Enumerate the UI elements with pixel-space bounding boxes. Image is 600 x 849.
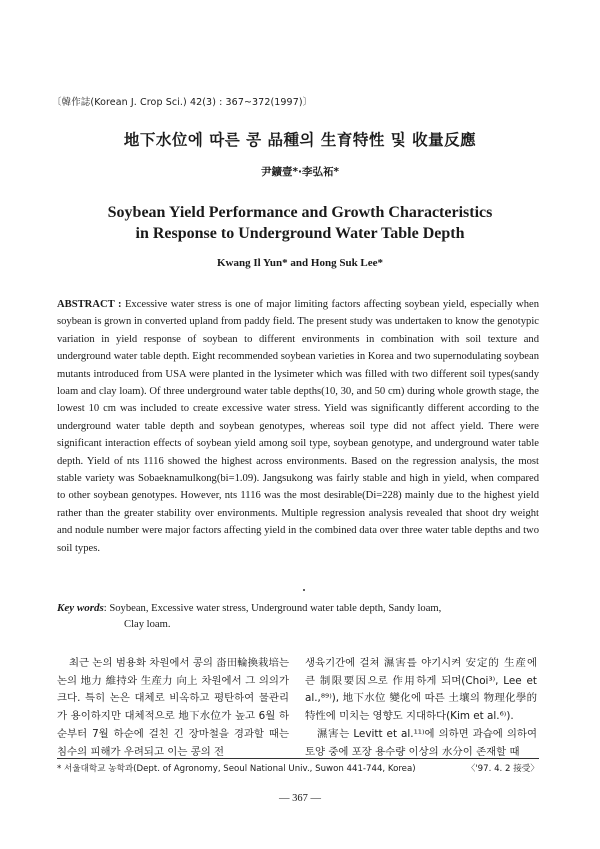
separator-dot [303, 589, 305, 591]
journal-reference: 〔韓作誌(Korean J. Crop Sci.) 42(3) : 367~372(1997)〕 [52, 97, 313, 108]
english-title-line-1: Soybean Yield Performance and Growth Characteristics [107, 204, 493, 221]
body-paragraph: 濕害는 Levitt et al.¹¹⁾에 의하면 과습에 의하여 토양 중에 포장 용수량 이상의 水分이 존재할 때 [305, 727, 537, 758]
keywords [57, 600, 539, 633]
body-paragraph: 최근 논의 범용화 차원에서 콩의 畓田輪換栽培는 논의 地力 維持와 生産力 向上 차원에서 그 의의가 크다. 특히 논은 대체로 비옥하고 평탄하여 물관리가 용이하지만 대체적으로 地下水位가 높고 6월 하순부터 7월 하순에 걸친 긴 장마철을 경과할 때는 침수의 피해가 우려되고 이는 콩의 전 [57, 657, 289, 758]
abstract-text: Excessive water stress is one of major limiting factors affecting soybean yield, especially when soybean is grown in converted upland from paddy field. The present study was undertaken to know the genotypic variation in yield response of soybean to different environments in combination with soil texture and underground water table depth. Eight recommended soybean varieties in Korea and two supernodulating soybean mutants introduced from USA were planted in the lysimeter which was filled with two different soil types(sandy loam and clay loam). Of three underground water table depths(10, 30, and 50 cm) during whole growth stage, the lowest 10 cm was included to create excessive water stress. Yield was significantly different according to the underground water table depth and soybean genotypes, whereas soil type did not affect yield. There were significant interaction effects of soybean yield among soil type, soybean genotype, and underground water table depth. Yield of nts 1116 showed the highest across environments. Based on the regression analysis, the most stable variety was Sobaeknamulkong(bi=1.09). Jangsukong was fairly stable and high in yield, when compared to other soybean genotypes. However, nts 1116 was the most desirable(Di=228) mainly due to the highest yield rather than the greater stability over environments. Multiple regression analysis revealed that shoot dry weight and nodule number were major factors affecting yield in the combined data over three water table depths and two soil types. [57, 299, 539, 554]
footnote-affiliation: * 서울대학교 농학과(Dept. of Agronomy, Seoul National Univ., Suwon 441-744, Korea) [57, 764, 416, 774]
body-column-left [57, 655, 289, 761]
abstract-label: ABSTRACT : [57, 299, 122, 310]
received-date: 〈'97. 4. 2 接受〉 [466, 764, 539, 774]
footnote-divider [57, 758, 539, 759]
abstract [57, 296, 539, 557]
footnote [57, 762, 539, 774]
keywords-text-line-2: Clay loam. [124, 619, 171, 630]
body-paragraph: 생육기간에 걸쳐 濕害를 야기시켜 安定的 生産에 큰 制限要因으로 作用하게 되며(Choi³⁾, Lee et al.,⁸⁹⁾), 地下水位 變化에 따른 土壤의 物理化學的 特性에 미치는 영향도 지대하다(Kim et al.⁶⁾). [305, 657, 537, 723]
english-title-line-2: in Response to Underground Water Table Depth [135, 225, 465, 242]
korean-authors: 尹鑛壹*·李弘祏* [261, 166, 339, 178]
english-authors: Kwang Il Yun* and Hong Suk Lee* [216, 257, 384, 269]
keywords-label: Key words [57, 602, 104, 614]
english-title [0, 202, 600, 244]
korean-title: 地下水位에 따른 콩 品種의 生育特性 및 收量反應 [123, 131, 477, 149]
keywords-text-line-1: : Soybean, Excessive water stress, Underground water table depth, Sandy loam, [103, 603, 442, 614]
body-column-right [305, 655, 537, 761]
page-number: — 367 — [279, 793, 321, 804]
